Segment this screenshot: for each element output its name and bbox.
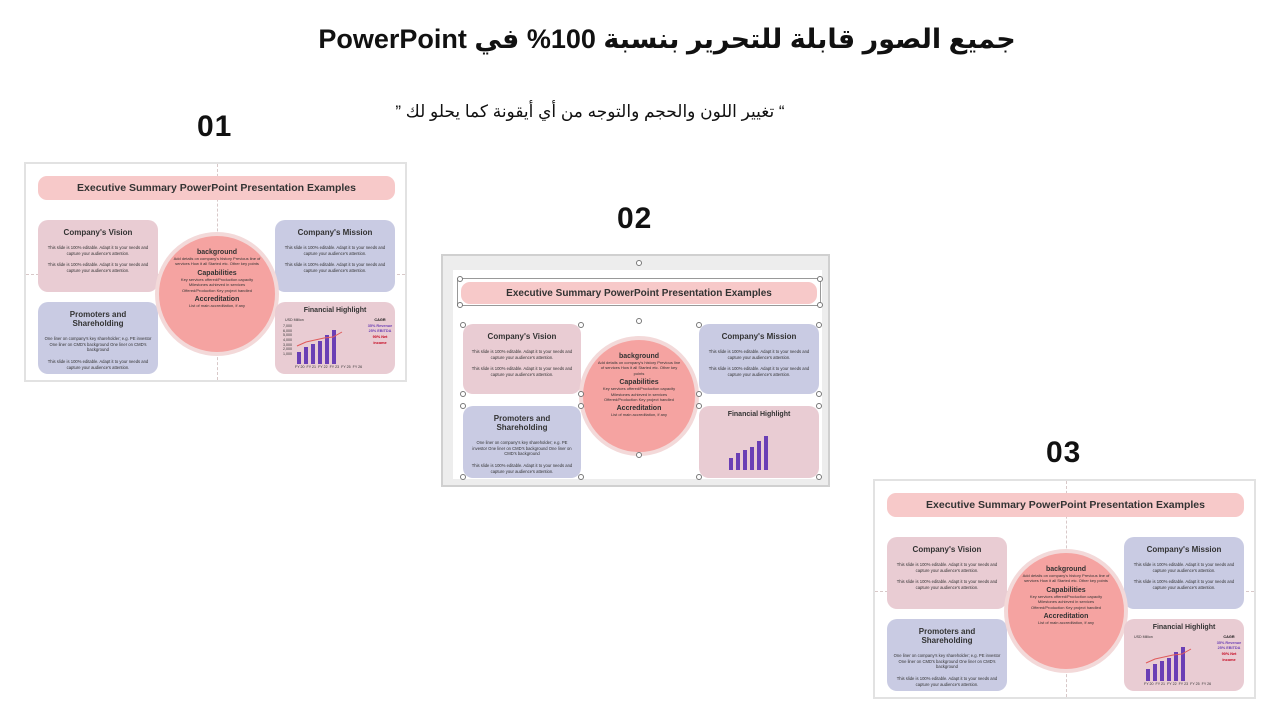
promoters-heading: Promoters and Shareholding [493, 414, 551, 432]
ytick: 7,000 [283, 324, 292, 328]
mission-text-1: This slide is 100% editable. Adapt it to your needs and capture your audience's attention. [708, 349, 810, 360]
promoters-box [887, 619, 1007, 691]
year-label: FY 20 [295, 365, 305, 369]
selection-handle[interactable] [696, 474, 702, 480]
financial-yticks [283, 324, 292, 357]
background-heading: background [618, 353, 660, 360]
mission-text-1: This slide is 100% editable. Adapt it to your needs and capture your audience's attention. [1133, 562, 1235, 573]
ebitda-line [295, 330, 351, 350]
bar [764, 436, 768, 470]
background-heading: background [1045, 566, 1087, 573]
promoters-text-2: This slide is 100% editable. Adapt it to your needs and capture your audience's attention. [47, 359, 149, 370]
ytick: 4,000 [283, 338, 292, 343]
vision-box [887, 537, 1007, 609]
selection-handle[interactable] [460, 322, 466, 328]
bar [757, 441, 761, 470]
bar [736, 453, 740, 470]
background-text: Add details on company's history Previous line of services How it all Started etc. Other key points [1022, 573, 1110, 584]
slide-title: Executive Summary PowerPoint Presentation Examples [887, 493, 1244, 517]
promoters-text-2: This slide is 100% editable. Adapt it to your needs and capture your audience's attention. [896, 676, 998, 687]
vision-text-1: This slide is 100% editable. Adapt it to your needs and capture your audience's attention. [47, 245, 149, 256]
selection-handle[interactable] [578, 322, 584, 328]
bar [743, 450, 747, 470]
cagr-panel [1216, 635, 1242, 663]
capabilities-heading: Capabilities [197, 269, 237, 277]
ytick: 1,000 [283, 352, 292, 357]
promoters-heading: Promoters and Shareholding [69, 310, 127, 328]
accreditation-heading: Accreditation [1043, 612, 1089, 620]
financial-heading: Financial Highlight [303, 307, 367, 314]
financial-box [1124, 619, 1244, 691]
bar [750, 447, 754, 470]
selection-handle[interactable] [460, 391, 466, 397]
promoters-heading: Promoters and Shareholding [918, 627, 976, 645]
financial-heading: Financial Highlight [1152, 624, 1216, 631]
slide-thumbnail-02[interactable] [441, 254, 830, 487]
accreditation-text: List of main accreditation, if any [188, 302, 246, 308]
selection-handle[interactable] [696, 403, 702, 409]
year-label: FY 23 [1178, 682, 1189, 686]
year-label: FY 26 [352, 365, 363, 369]
capabilities-heading: Capabilities [619, 379, 659, 387]
mission-heading: Company's Mission [1146, 545, 1222, 554]
promoters-box [38, 302, 158, 374]
mission-box [275, 220, 395, 292]
slide-thumbnail-03[interactable] [873, 479, 1256, 699]
background-text: Add details on company's history Previous line of services How it all Started etc. Other key points [173, 256, 261, 267]
cagr-label: CAGR [1223, 635, 1235, 639]
selection-handle[interactable] [460, 403, 466, 409]
selection-handle[interactable] [816, 474, 822, 480]
step-number-03: 03 [1046, 436, 1082, 469]
promoters-text-1: One liner on company's key shareholder; e.g. PE investor One liner on CMD's background One liner on CMD's background [44, 336, 152, 353]
step-number-01: 01 [197, 110, 233, 143]
page-subtitle: “ تغيير اللون والحجم والتوجه من أي أيقونة كما يحلو لك ” [395, 102, 785, 121]
financial-unit: USD Million [1134, 635, 1153, 639]
capabilities-heading: Capabilities [1046, 586, 1086, 594]
mission-text-2: This slide is 100% editable. Adapt it to your needs and capture your audience's attention. [708, 366, 810, 378]
background-heading: background [196, 249, 238, 256]
cagr-revenue: 35% Revenue [1216, 640, 1242, 645]
selection-handle[interactable] [636, 318, 642, 324]
accreditation-heading: Accreditation [616, 405, 662, 413]
year-label: FY 22 [1167, 682, 1177, 686]
year-label: FY 25 [1190, 682, 1200, 686]
page-title: جميع الصور قابلة للتحرير بنسبة 100% في PowerPoint [318, 24, 1016, 54]
financial-unit: USD Million [285, 318, 304, 322]
year-label: FY 23 [329, 365, 340, 369]
vision-heading: Company's Vision [487, 332, 557, 341]
selection-handle[interactable] [578, 403, 584, 409]
capabilities-text: Key services offered/Production capacity Milestones achieved in services Offered/Production Key project handled [180, 276, 254, 293]
capabilities-text: Key services offered/Production capacity Milestones achieved in services Offered/Production Key project handled [1029, 593, 1103, 610]
year-label: FY 22 [318, 365, 328, 369]
cagr-panel [367, 318, 393, 346]
promoters-text-2: This slide is 100% editable. Adapt it to your needs and capture your audience's attention. [471, 463, 573, 474]
mission-box [1124, 537, 1244, 609]
financial-heading: Financial Highlight [727, 411, 791, 418]
center-circle [579, 336, 699, 456]
selection-handle[interactable] [696, 391, 702, 397]
cagr-label: CAGR [374, 318, 386, 322]
selection-handle[interactable] [457, 302, 463, 308]
ytick: 3,000 [283, 342, 292, 347]
selection-handle[interactable] [817, 276, 823, 282]
cagr-ebitda: 25% EBITDA [368, 329, 392, 334]
promoters-text-1: One liner on company's key shareholder; e.g. PE investor One liner on CMD's background One liner on CMD's background [893, 653, 1001, 670]
financial-years [1144, 682, 1211, 687]
financial-box [699, 406, 819, 478]
center-circle [1004, 549, 1128, 673]
mission-text-2: This slide is 100% editable. Adapt it to your needs and capture your audience's attention. [1133, 579, 1235, 591]
accreditation-text: List of main accreditation, if any [610, 412, 668, 418]
slide-thumbnail-01[interactable] [24, 162, 407, 382]
mission-text-2: This slide is 100% editable. Adapt it to your needs and capture your audience's attention. [284, 262, 386, 274]
selection-handle[interactable] [636, 452, 642, 458]
accreditation-heading: Accreditation [194, 295, 240, 303]
selection-handle[interactable] [457, 276, 463, 282]
slide-title: Executive Summary PowerPoint Presentation Examples [461, 282, 817, 304]
year-label: FY 25 [341, 365, 351, 369]
vision-heading: Company's Vision [63, 228, 133, 237]
ytick: 5,000 [283, 333, 292, 338]
revenue-bars [729, 436, 768, 470]
vision-box [463, 324, 581, 394]
ytick: 6,000 [283, 328, 292, 333]
selection-handle[interactable] [816, 391, 822, 397]
promoters-text-1: One liner on company's key shareholder; e.g. PE investor One liner on CMD's background One liner on CMD's background [472, 440, 572, 457]
vision-box [38, 220, 158, 292]
vision-text-2: This slide is 100% editable. Adapt it to your needs and capture your audience's attention. [471, 366, 573, 378]
selection-handle[interactable] [578, 474, 584, 480]
year-label: FY 20 [1144, 682, 1154, 686]
accreditation-text: List of main accreditation, if any [1037, 619, 1095, 625]
mission-heading: Company's Mission [721, 332, 797, 341]
bar [729, 458, 733, 470]
financial-years [295, 365, 362, 370]
selection-handle[interactable] [816, 322, 822, 328]
financial-box [275, 302, 395, 374]
bar [1146, 669, 1150, 681]
center-circle [155, 232, 279, 356]
year-label: FY 21 [306, 365, 317, 369]
slide-title: Executive Summary PowerPoint Presentation Examples [38, 176, 395, 200]
selection-handle[interactable] [578, 391, 584, 397]
capabilities-text: Key services offered/Production capacity Milestones achieved in services Offered/Production Key project handled [602, 386, 676, 402]
ebitda-line [1144, 647, 1200, 667]
promoters-box [463, 406, 581, 478]
cagr-net-income: 90% Net income [372, 335, 388, 345]
vision-heading: Company's Vision [912, 545, 982, 554]
cagr-revenue: 35% Revenue [367, 323, 393, 328]
year-label: FY 26 [1201, 682, 1212, 686]
background-text: Add details on company's history Previous line of services How it all Started etc. Other key points [597, 360, 681, 376]
mission-text-1: This slide is 100% editable. Adapt it to your needs and capture your audience's attention. [284, 245, 386, 256]
step-number-02: 02 [617, 202, 653, 235]
vision-text-1: This slide is 100% editable. Adapt it to your needs and capture your audience's attention. [896, 562, 998, 573]
selection-handle[interactable] [460, 474, 466, 480]
mission-heading: Company's Mission [297, 228, 373, 237]
vision-text-2: This slide is 100% editable. Adapt it to your needs and capture your audience's attention. [47, 262, 149, 274]
selection-handle[interactable] [696, 322, 702, 328]
selection-handle[interactable] [817, 302, 823, 308]
vision-text-1: This slide is 100% editable. Adapt it to your needs and capture your audience's attention. [471, 349, 573, 360]
mission-box [699, 324, 819, 394]
year-label: FY 21 [1155, 682, 1166, 686]
bar [297, 352, 301, 364]
vision-text-2: This slide is 100% editable. Adapt it to your needs and capture your audience's attention. [896, 579, 998, 591]
cagr-net-income: 90% Net income [1221, 652, 1237, 662]
selection-handle[interactable] [816, 403, 822, 409]
ytick: 2,000 [283, 347, 292, 352]
selection-box [457, 278, 821, 306]
selection-handle[interactable] [636, 260, 642, 266]
cagr-ebitda: 25% EBITDA [1217, 646, 1241, 651]
